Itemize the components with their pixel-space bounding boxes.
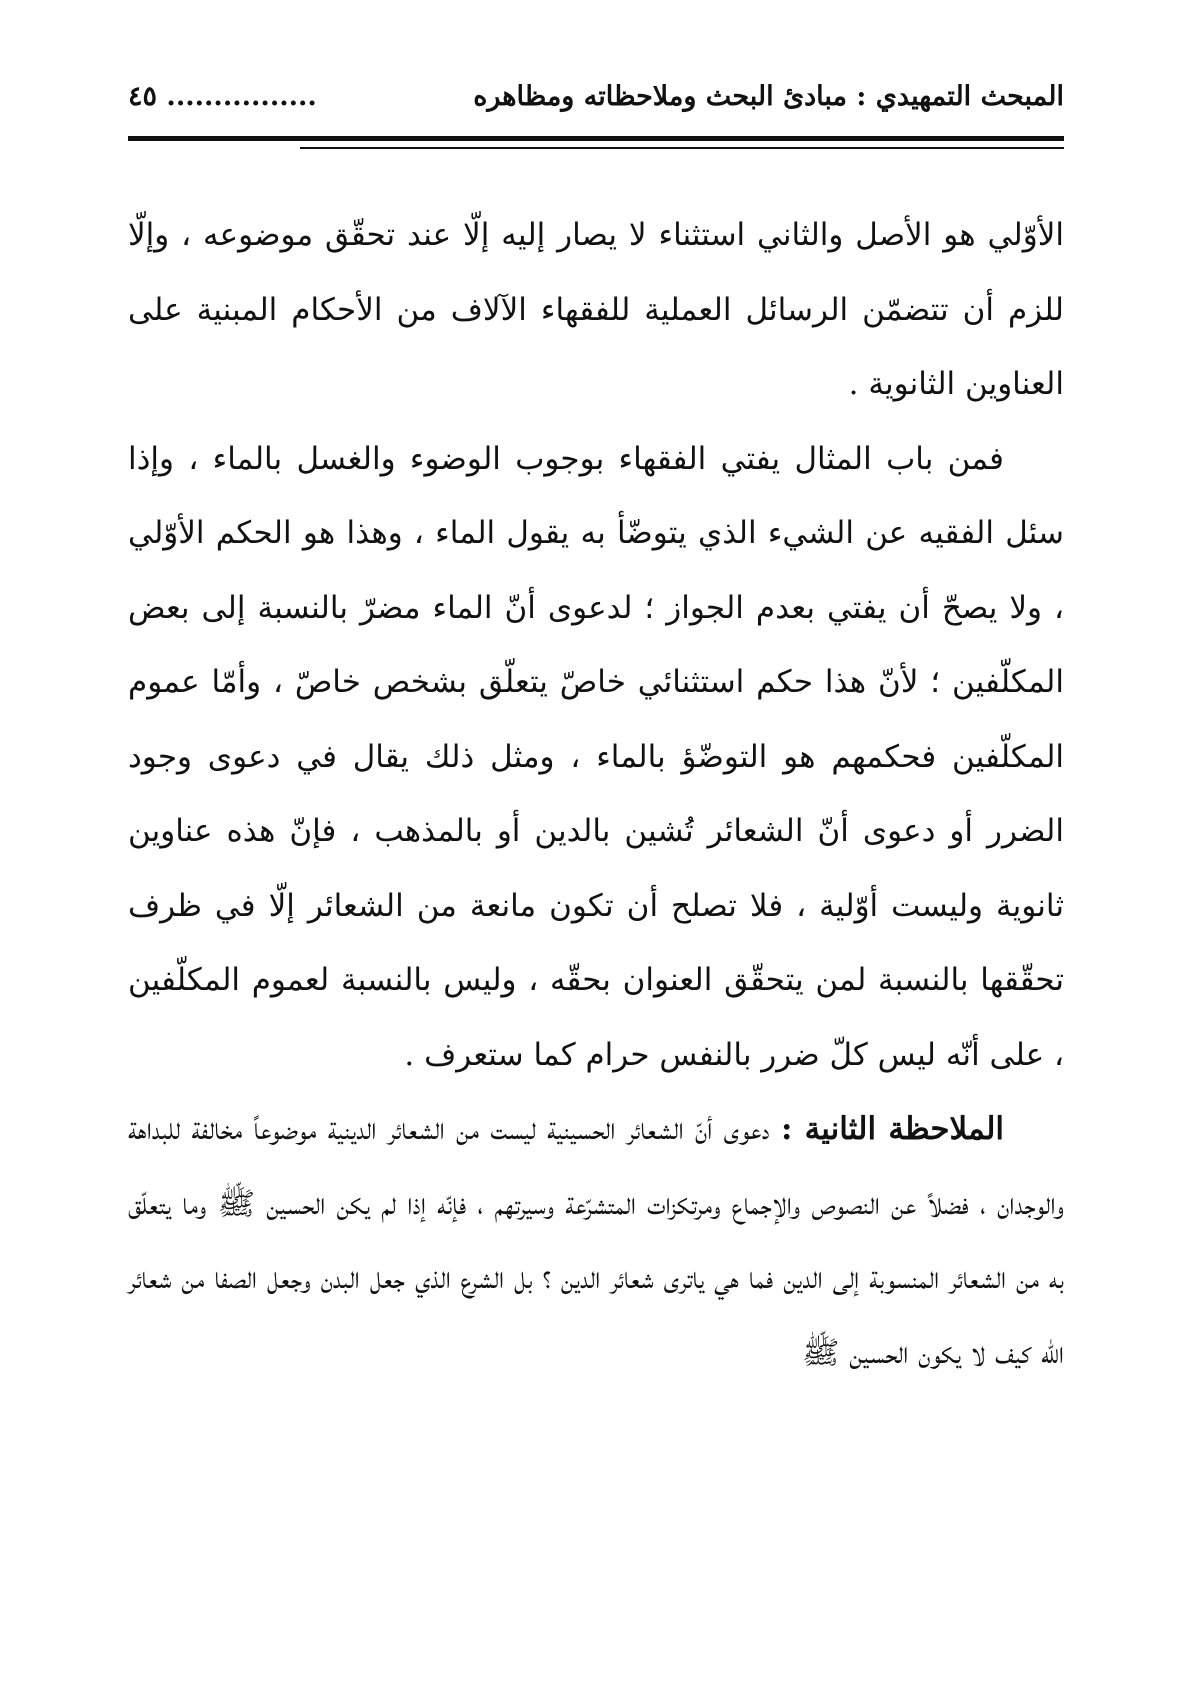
body-text <box>128 198 1064 1390</box>
page-number: ٤٥ <box>128 80 158 112</box>
header-rule-thick <box>128 136 1064 141</box>
paragraph-3-text: دعوى أنّ الشعائر الحسينية ليست من الشعائر الدينية موضوعاً مخالفة للبداهة والوجدان ، فضلاً عن النصوص والإجماع ومرتكزات المتشرّعة وسيرتهم ، فإنّه إذا لم يكن الحسين ﷺ وما يتعلّق به من الشعائر المنسوبة إلى الدين فما هي ياترى شعائر الدين ؟ بل الشرع الذي جعل البدن وجعل الصفا من شعائر الله كيف لا يكون الحسين ﷺ <box>128 1111 1064 1371</box>
paragraph-3-lead: الملاحظة الثانية : <box>780 1111 1005 1147</box>
paragraph-3 <box>128 1092 1064 1390</box>
chapter-title: المبحث التمهيدي : مبادئ البحث وملاحظاته ومظاهره <box>473 80 1064 112</box>
paragraph-1: الأوّلي هو الأصل والثاني استثناء لا يصار إليه إلّا عند تحقّق موضوعه ، وإلّا للزم أن تتضمّن الرسائل العملية للفقهاء الآلاف من الأحكام المبنية على العناوين الثانوية . <box>128 217 1064 402</box>
running-header <box>128 72 1064 120</box>
header-rule-thin <box>300 147 1064 149</box>
page-number-group <box>128 81 317 112</box>
header-dots: ................ <box>166 80 317 112</box>
paragraph-2: فمن باب المثال يفتي الفقهاء بوجوب الوضوء والغسل بالماء ، وإذا سئل الفقيه عن الشيء الذي يتوضّأ به يقول الماء ، وهذا هو الحكم الأوّلي ، ولا يصحّ أن يفتي بعدم الجواز ؛ لدعوى أنّ الماء مضرّ بالنسبة إلى بعض المكلّفين ؛ لأنّ هذا حكم استثنائي خاصّ يتعلّق بشخص خاصّ ، وأمّا عموم المكلّفين فحكمهم هو التوضّؤ بالماء ، ومثل ذلك يقال في دعوى وجود الضرر أو دعوى أنّ الشعائر تُشين بالدين أو بالمذهب ، فإنّ هذه عناوين ثانوية وليست أوّلية ، فلا تصلح أن تكون مانعة من الشعائر إلّا في ظرف تحقّقها بالنسبة لمن يتحقّق العنوان بحقّه ، وليس بالنسبة لعموم المكلّفين ، على أنّه ليس كلّ ضرر بالنفس حرام كما ستعرف . <box>128 440 1064 1073</box>
